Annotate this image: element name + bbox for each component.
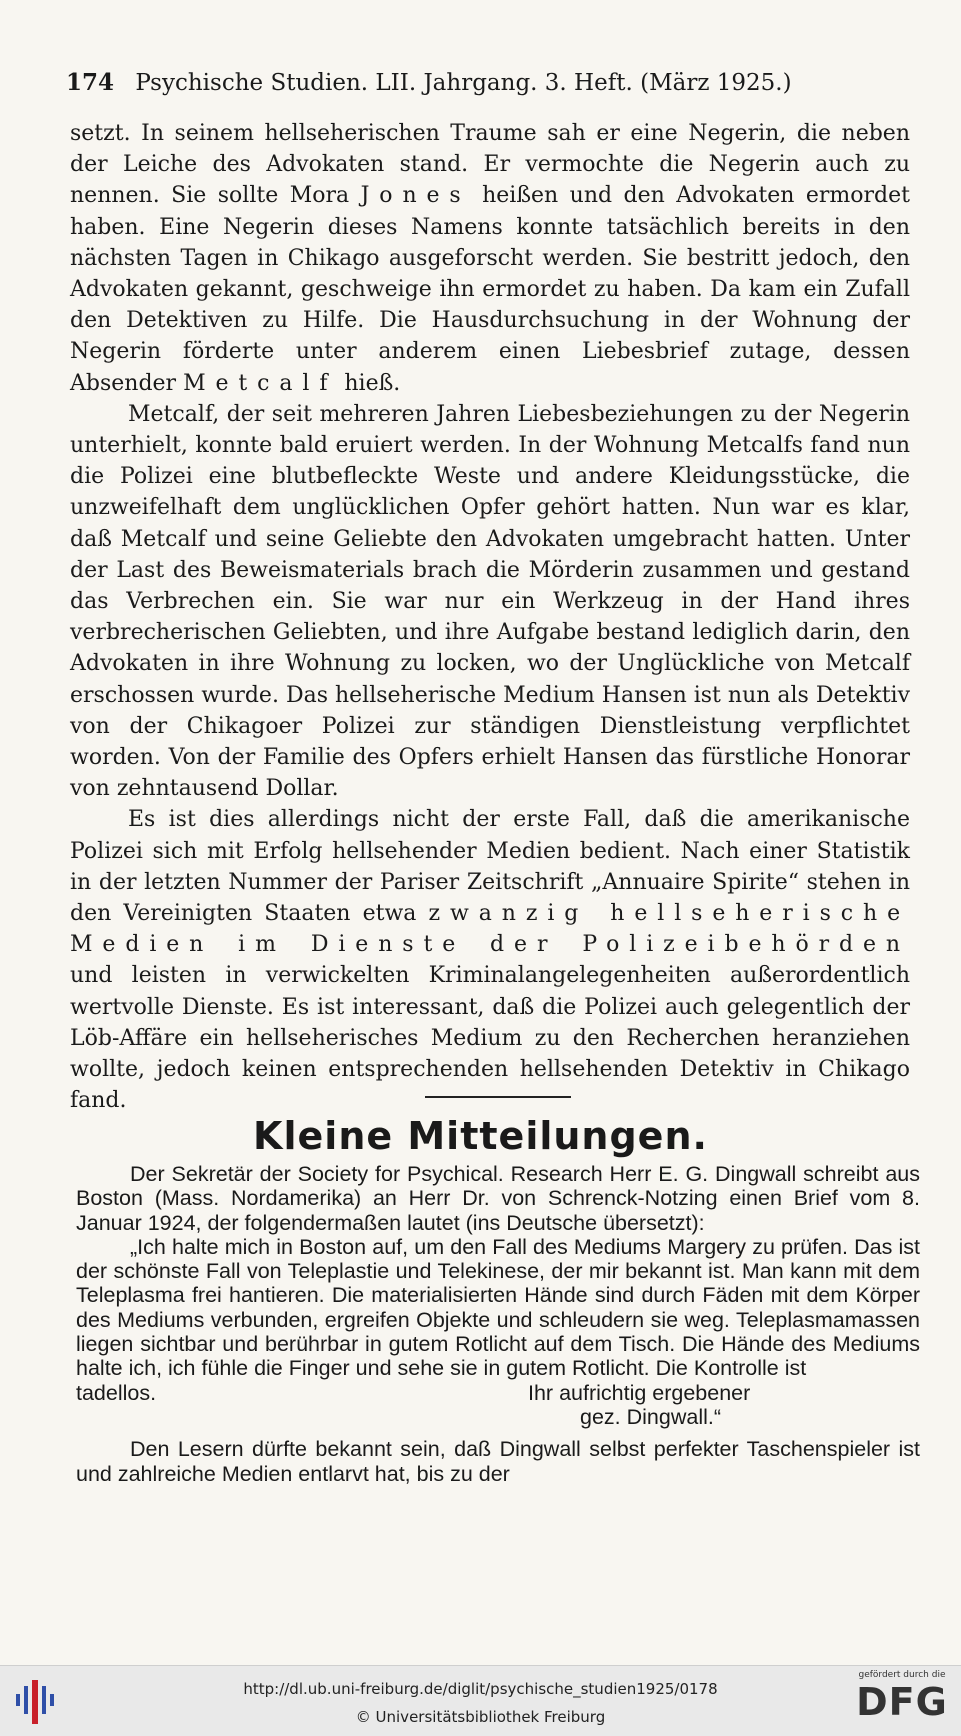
spaced-emphasis: zwanzig hellseherische Medien im Dienste der Polizeibehörden: [70, 901, 910, 958]
paragraph-1: [70, 118, 910, 399]
section-paragraph-1: Der Sekretär der Society for Psychical. Research Herr E. G. Dingwall schreibt aus Boston (Mass. Nordamerika) an Herr Dr. von Schrenck-Notzing einen Brief vom 8. Januar 1924, der folgendermaßen lautet (ins Deutsche übersetzt):: [76, 1162, 920, 1235]
article-body: [70, 118, 910, 1117]
text-run: setzt. In seinem hellseherischen Traume sah er eine Negerin, die neben der Leiche des Advokaten stand. Er vermochte die Negerin auch zu nennen. Sie sollte Mora: [70, 121, 910, 209]
text-run: heißen und den Advokaten ermordet haben. Eine Negerin dieses Namens konnte tatsächlich bereits in den nächsten Tagen in Chikago ausgeforscht werden. Sie bestritt jedoch, den Advokaten gekannt, geschweige ihn ermordet zu haben. Da kam ein Zufall den Detektiven zu Hilfe. Die Hausdurchsuchung in der Wohnung der Negerin förderte unter anderem einen Liebesbrief zutage, dessen Absender: [70, 183, 910, 396]
section-divider: [425, 1096, 571, 1098]
spaced-name-metcalf: Metcalf: [183, 370, 338, 396]
letter-closing: Ihr aufrichtig ergebener: [528, 1380, 751, 1405]
running-title: Psychische Studien. LII. Jahrgang. 3. Heft. (März 1925.): [135, 70, 792, 96]
text-run: hieß.: [337, 370, 401, 396]
text-run: und leisten in verwickelten Kriminalangelegenheiten außerordentlich wertvolle Dienste. Es ist interessant, daß die Polizei auch gelegentlich der Löb-Affäre ein hellseherisches Medium zu den Recherchen heranziehen wollte, jedoch keinen entsprechenden hellsehenden Detektiv in Chikago fand.: [70, 963, 910, 1114]
viewer-footer: [0, 1665, 961, 1736]
section-paragraph-3: Den Lesern dürfte bekannt sein, daß Dingwall selbst perfekter Taschenspieler ist und zahlreiche Medien entlarvt hat, bis zu der: [76, 1437, 920, 1486]
section-body: [76, 1162, 920, 1486]
source-url[interactable]: http://dl.ub.uni-freiburg.de/diglit/psychische_studien1925/0178: [243, 1680, 718, 1698]
letter-closing-row: [76, 1381, 920, 1405]
paragraph-3: [70, 804, 910, 1116]
copyright-text: © Universitätsbibliothek Freiburg: [355, 1708, 606, 1726]
page-number: 174: [66, 69, 115, 96]
spaced-name-jones: Jones: [360, 183, 471, 209]
letter-last-word: tadellos.: [76, 1380, 157, 1405]
letter-quote: „Ich halte mich in Boston auf, um den Fall des Mediums Margery zu prüfen. Das ist der schönste Fall von Teleplastie und Telekinese, der mir bekannt ist. Man kann mit dem Teleplasma frei hantieren. Die materialisierten Hände sind durch Fäden mit dem Körper des Mediums verbunden, ergreifen Objekte und schleudern sie weg. Teleplasmamassen liegen sichtbar und berührbar in gutem Rotlicht auf dem Tisch. Die Hände des Mediums halte ich, ich fühle die Finger und sehe sie in gutem Rotlicht. Die Kontrolle ist: [76, 1234, 920, 1381]
running-header: [66, 68, 846, 98]
text-run: Es ist dies allerdings nicht der erste Fall, daß die amerikanische Polizei sich mit Erfolg hellsehender Medien bedient. Nach einer Statistik in der letzten Nummer der Pariser Zeitschrift „Annuaire Spirite“ stehen in den Vereinigten Staaten etwa: [70, 807, 910, 927]
letter-signature: gez. Dingwall.“: [580, 1404, 721, 1429]
dfg-logo: [850, 1670, 954, 1732]
paragraph-2: Metcalf, der seit mehreren Jahren Liebesbeziehungen zu der Negerin unterhielt, konnte bald eruiert werden. In der Wohnung Metcalfs fand nun die Polizei eine blutbefleckte Weste und andere Kleidungsstücke, die unzweifelhaft dem unglücklichen Opfer gehört hatten. Nun war es klar, daß Metcalf und seine Geliebte den Advokaten umgebracht hatten. Unter der Last des Beweismaterials brach die Mörderin zusammen und gestand das Verbrechen ein. Sie war nur ein Werkzeug in der Hand ihres verbrecherischen Geliebten, und ihre Aufgabe bestand lediglich darin, den Advokaten in ihre Wohnung zu locken, wo der Unglückliche von Metcalf erschossen wurde. Das hellseherische Medium Hansen ist nun als Detektiv von der Chikagoer Polizei zur ständigen Dienstleistung verpflichtet worden. Von der Familie des Opfers erhielt Hansen das fürstliche Honorar von zehntausend Dollar.: [70, 401, 910, 802]
section-title: Kleine Mitteilungen.: [253, 1114, 708, 1158]
dfg-caption: gefördert durch die: [858, 1670, 946, 1680]
dfg-wordmark: DFG: [856, 1680, 948, 1724]
